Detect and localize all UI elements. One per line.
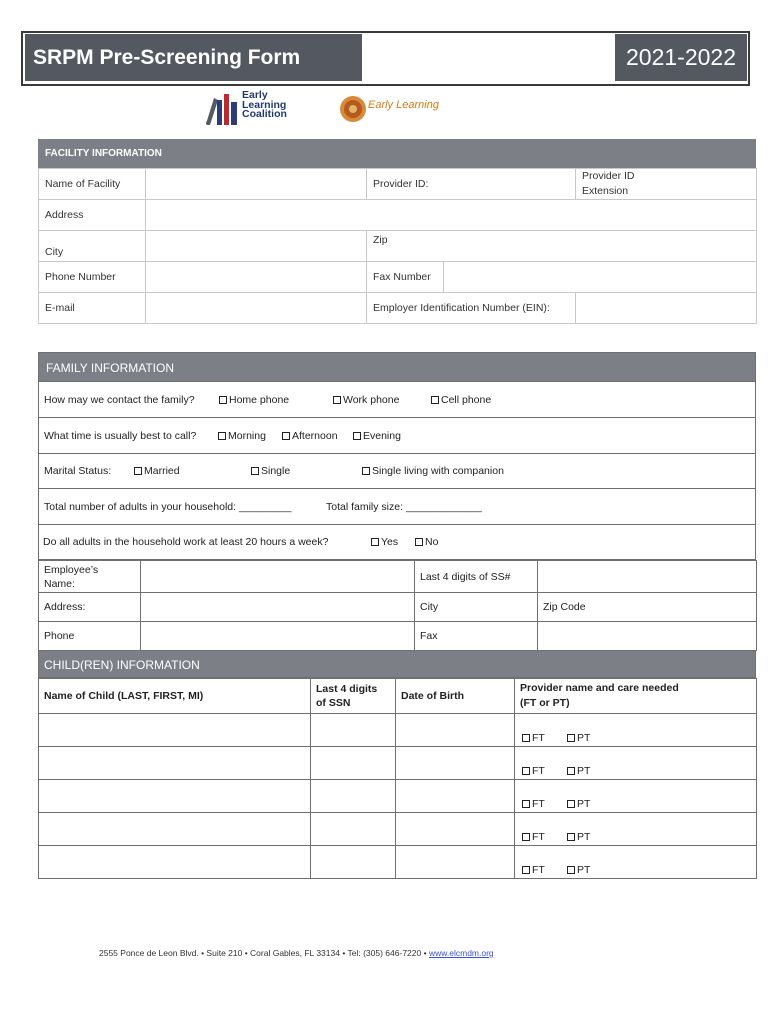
footer-website-link[interactable]: www.elcmdm.org xyxy=(428,948,494,958)
family-heading: FAMILY INFORMATION xyxy=(38,352,756,382)
employee-name-field[interactable] xyxy=(141,561,415,593)
city-field[interactable] xyxy=(146,231,367,262)
no-checkbox[interactable]: No xyxy=(415,525,438,560)
ft-checkbox[interactable]: FT xyxy=(522,864,545,876)
pt-checkbox[interactable]: PT xyxy=(567,864,590,876)
pt-checkbox[interactable]: PT xyxy=(567,732,590,744)
city-label: City xyxy=(39,231,146,262)
married-checkbox[interactable]: Married xyxy=(134,454,180,489)
child-dob-field[interactable] xyxy=(396,747,515,780)
children-table xyxy=(38,678,757,879)
ssn-field[interactable] xyxy=(538,561,757,593)
evening-checkbox[interactable]: Evening xyxy=(353,418,401,454)
fax-label: Fax Number xyxy=(367,262,444,293)
facility-table xyxy=(38,168,757,324)
child-ssn-field[interactable] xyxy=(311,780,396,813)
table-row xyxy=(39,846,757,879)
child-dob-field[interactable] xyxy=(396,846,515,879)
zip-label[interactable]: Zip xyxy=(367,231,757,262)
pt-checkbox[interactable]: PT xyxy=(567,831,590,843)
form-title: SRPM Pre-Screening Form xyxy=(25,34,362,81)
morning-checkbox[interactable]: Morning xyxy=(218,418,266,454)
cell-phone-checkbox[interactable]: Cell phone xyxy=(431,382,491,418)
ft-checkbox[interactable]: FT xyxy=(522,765,545,777)
facility-name-field[interactable] xyxy=(146,169,367,200)
address-field[interactable] xyxy=(146,200,757,231)
footer xyxy=(99,948,494,958)
child-provider-field[interactable] xyxy=(515,813,757,846)
child-provider-field[interactable] xyxy=(515,780,757,813)
table-row xyxy=(39,813,757,846)
child-name-field[interactable] xyxy=(39,780,311,813)
employee-address-field[interactable] xyxy=(141,593,415,622)
employee-city-label: City xyxy=(415,593,538,622)
table-row xyxy=(39,780,757,813)
single-checkbox[interactable]: Single xyxy=(251,454,290,489)
employee-fax-field[interactable] xyxy=(538,622,757,651)
employee-zip-label[interactable]: Zip Code xyxy=(538,593,757,622)
ft-checkbox[interactable]: FT xyxy=(522,798,545,810)
fax-field[interactable] xyxy=(444,262,757,293)
work-phone-checkbox[interactable]: Work phone xyxy=(333,382,399,418)
employee-table xyxy=(38,560,757,651)
single-with-companion-checkbox[interactable]: Single living with companion xyxy=(362,454,504,489)
employee-name-label: Employee’s Name: xyxy=(39,561,141,593)
provider-id-extension-label[interactable]: Provider ID Extension xyxy=(576,169,757,200)
pt-checkbox[interactable]: PT xyxy=(567,765,590,777)
provider-id-label[interactable]: Provider ID: xyxy=(367,169,576,200)
email-label: E-mail xyxy=(39,293,146,324)
child-provider-field[interactable] xyxy=(515,747,757,780)
phone-field[interactable] xyxy=(146,262,367,293)
employee-address-label: Address: xyxy=(39,593,141,622)
email-field[interactable] xyxy=(146,293,367,324)
family-size-field[interactable]: Total family size: _____________ xyxy=(326,501,482,513)
facility-name-label: Name of Facility xyxy=(39,169,146,200)
ft-checkbox[interactable]: FT xyxy=(522,732,545,744)
table-row xyxy=(39,714,757,747)
table-row xyxy=(39,747,757,780)
child-ssn-field[interactable] xyxy=(311,714,396,747)
employee-fax-label: Fax xyxy=(415,622,538,651)
child-ssn-field[interactable] xyxy=(311,747,396,780)
child-ssn-field[interactable] xyxy=(311,813,396,846)
children-heading: CHILD(REN) INFORMATION xyxy=(38,650,756,678)
child-provider-field[interactable] xyxy=(515,714,757,747)
address-label: Address xyxy=(39,200,146,231)
elc-logo-text: Early Learning Coalition xyxy=(242,89,287,120)
child-name-field[interactable] xyxy=(39,714,311,747)
child-provider-field[interactable] xyxy=(515,846,757,879)
contact-method-row: How may we contact the family? Home phone Work phone Cell phone xyxy=(38,382,756,418)
footer-address: 2555 Ponce de Leon Blvd. • Suite 210 • Coral Gables, FL 33134 • Tel: (305) 646-7220 • xyxy=(99,948,427,958)
marital-status-row: Marital Status: Married Single Single living with companion xyxy=(38,454,756,489)
adults-count-field[interactable]: Total number of adults in your household: _________ xyxy=(44,501,292,513)
home-phone-checkbox[interactable]: Home phone xyxy=(219,382,289,418)
call-time-row: What time is usually best to call? Morning Afternoon Evening xyxy=(38,418,756,454)
pt-checkbox[interactable]: PT xyxy=(567,798,590,810)
form-year: 2021-2022 xyxy=(615,34,747,81)
employee-phone-label: Phone xyxy=(39,622,141,651)
afternoon-checkbox[interactable]: Afternoon xyxy=(282,418,338,454)
col-ssn: Last 4 digits of SSN xyxy=(311,679,396,714)
col-dob: Date of Birth xyxy=(396,679,515,714)
child-dob-field[interactable] xyxy=(396,813,515,846)
child-name-field[interactable] xyxy=(39,813,311,846)
phone-label: Phone Number xyxy=(39,262,146,293)
ein-label: Employer Identification Number (EIN): xyxy=(367,293,576,324)
child-name-field[interactable] xyxy=(39,747,311,780)
child-name-field[interactable] xyxy=(39,846,311,879)
facility-heading: FACILITY INFORMATION xyxy=(38,139,756,168)
col-child-name: Name of Child (LAST, FIRST, MI) xyxy=(39,679,311,714)
child-dob-field[interactable] xyxy=(396,780,515,813)
col-provider: Provider name and care needed (FT or PT) xyxy=(515,679,757,714)
employee-phone-field[interactable] xyxy=(141,622,415,651)
yes-checkbox[interactable]: Yes xyxy=(371,525,398,560)
ein-field[interactable] xyxy=(576,293,757,324)
household-size-row xyxy=(38,489,756,525)
ssn-label: Last 4 digits of SS# xyxy=(415,561,538,593)
child-ssn-field[interactable] xyxy=(311,846,396,879)
state-logo-text: Early Learning xyxy=(368,99,439,111)
child-dob-field[interactable] xyxy=(396,714,515,747)
work-hours-row: Do all adults in the household work at least 20 hours a week? Yes No xyxy=(38,525,756,560)
ft-checkbox[interactable]: FT xyxy=(522,831,545,843)
